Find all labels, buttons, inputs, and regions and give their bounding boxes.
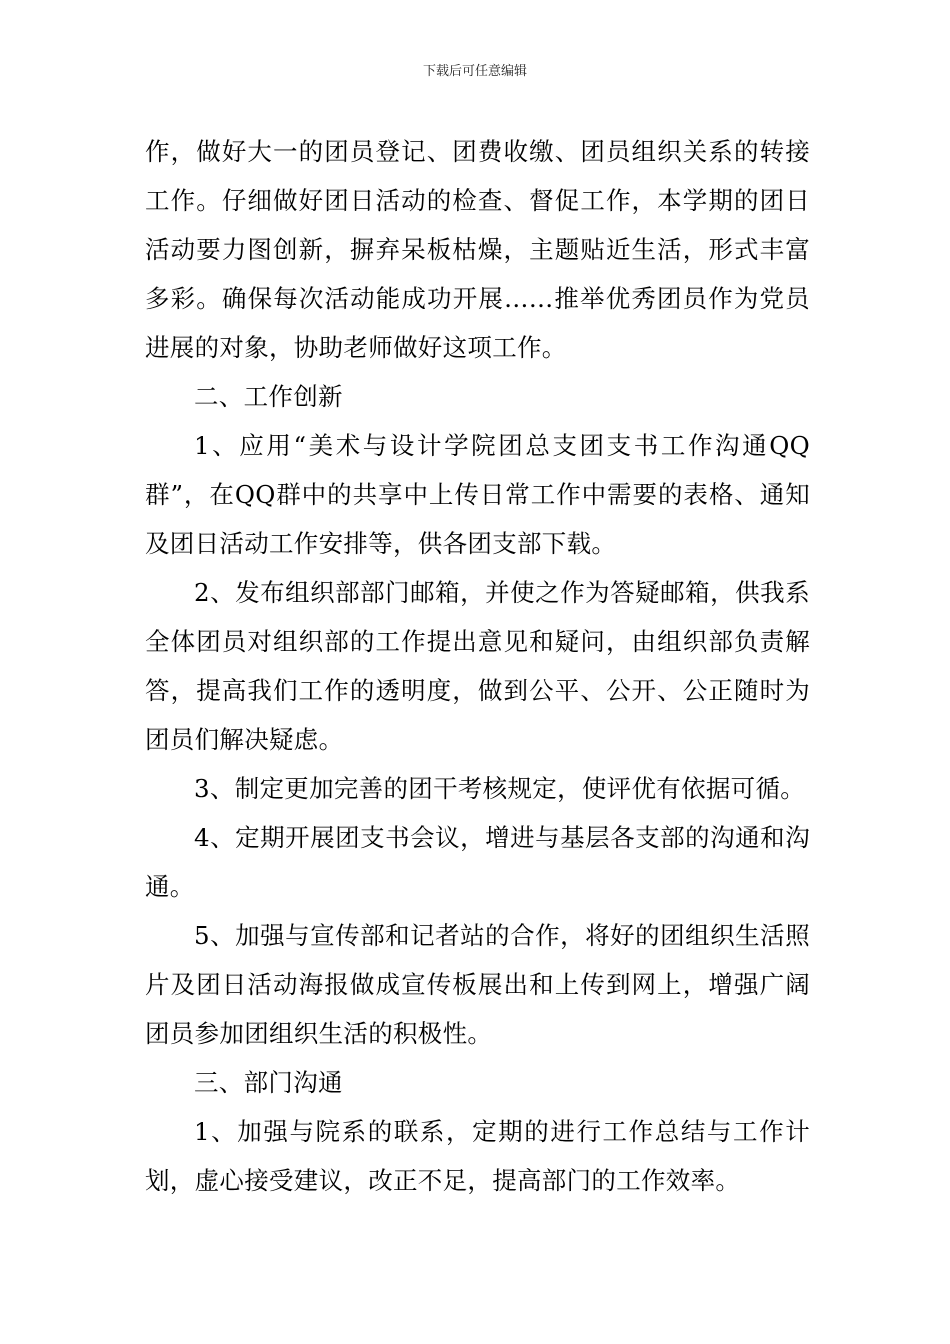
list-item-4: 4、定期开展团支书会议，增进与基层各支部的沟通和沟通。 — [145, 823, 810, 901]
section-heading-work-innovation: 二、工作创新 — [194, 382, 343, 411]
paragraph-continuation: 作，做好大一的团员登记、团费收缴、团员组织关系的转接工作。仔细做好团日活动的检查、督促工作，本学期的团日活动要力图创新，摒弃呆板枯燥，主题贴近生活，形式丰富多彩。确保每次活动能成功开展……推举优秀团员作为党员进展的对象，协助老师做好这项工作。 — [145, 137, 810, 362]
list-item-1: 1、应用“美术与设计学院团总支团支书工作沟通QQ群”，在QQ群中的共享中上传日常工作中需要的表格、通知及团日活动工作安排等，供各团支部下载。 — [145, 431, 810, 558]
list-item-3: 3、制定更加完善的团干考核规定，使评优有依据可循。 — [194, 774, 806, 803]
list-item-2: 2、发布组织部部门邮箱，并使之作为答疑邮箱，供我系全体团员对组织部的工作提出意见和疑问，由组织部负责解答，提高我们工作的透明度，做到公平、公开、公正随时为团员们解决疑虑。 — [145, 578, 810, 754]
list-item-dept-1: 1、加强与院系的联系，定期的进行工作总结与工作计划，虚心接受建议，改正不足，提高部门的工作效率。 — [145, 1117, 810, 1195]
list-item-5: 5、加强与宣传部和记者站的合作，将好的团组织生活照片及团日活动海报做成宣传板展出和上传到网上，增强广阔团员参加团组织生活的积极性。 — [145, 921, 810, 1048]
document-body — [145, 127, 810, 1205]
section-heading-department-communication: 三、部门沟通 — [194, 1068, 343, 1097]
page-header: 下载后可任意编辑 — [422, 64, 527, 79]
